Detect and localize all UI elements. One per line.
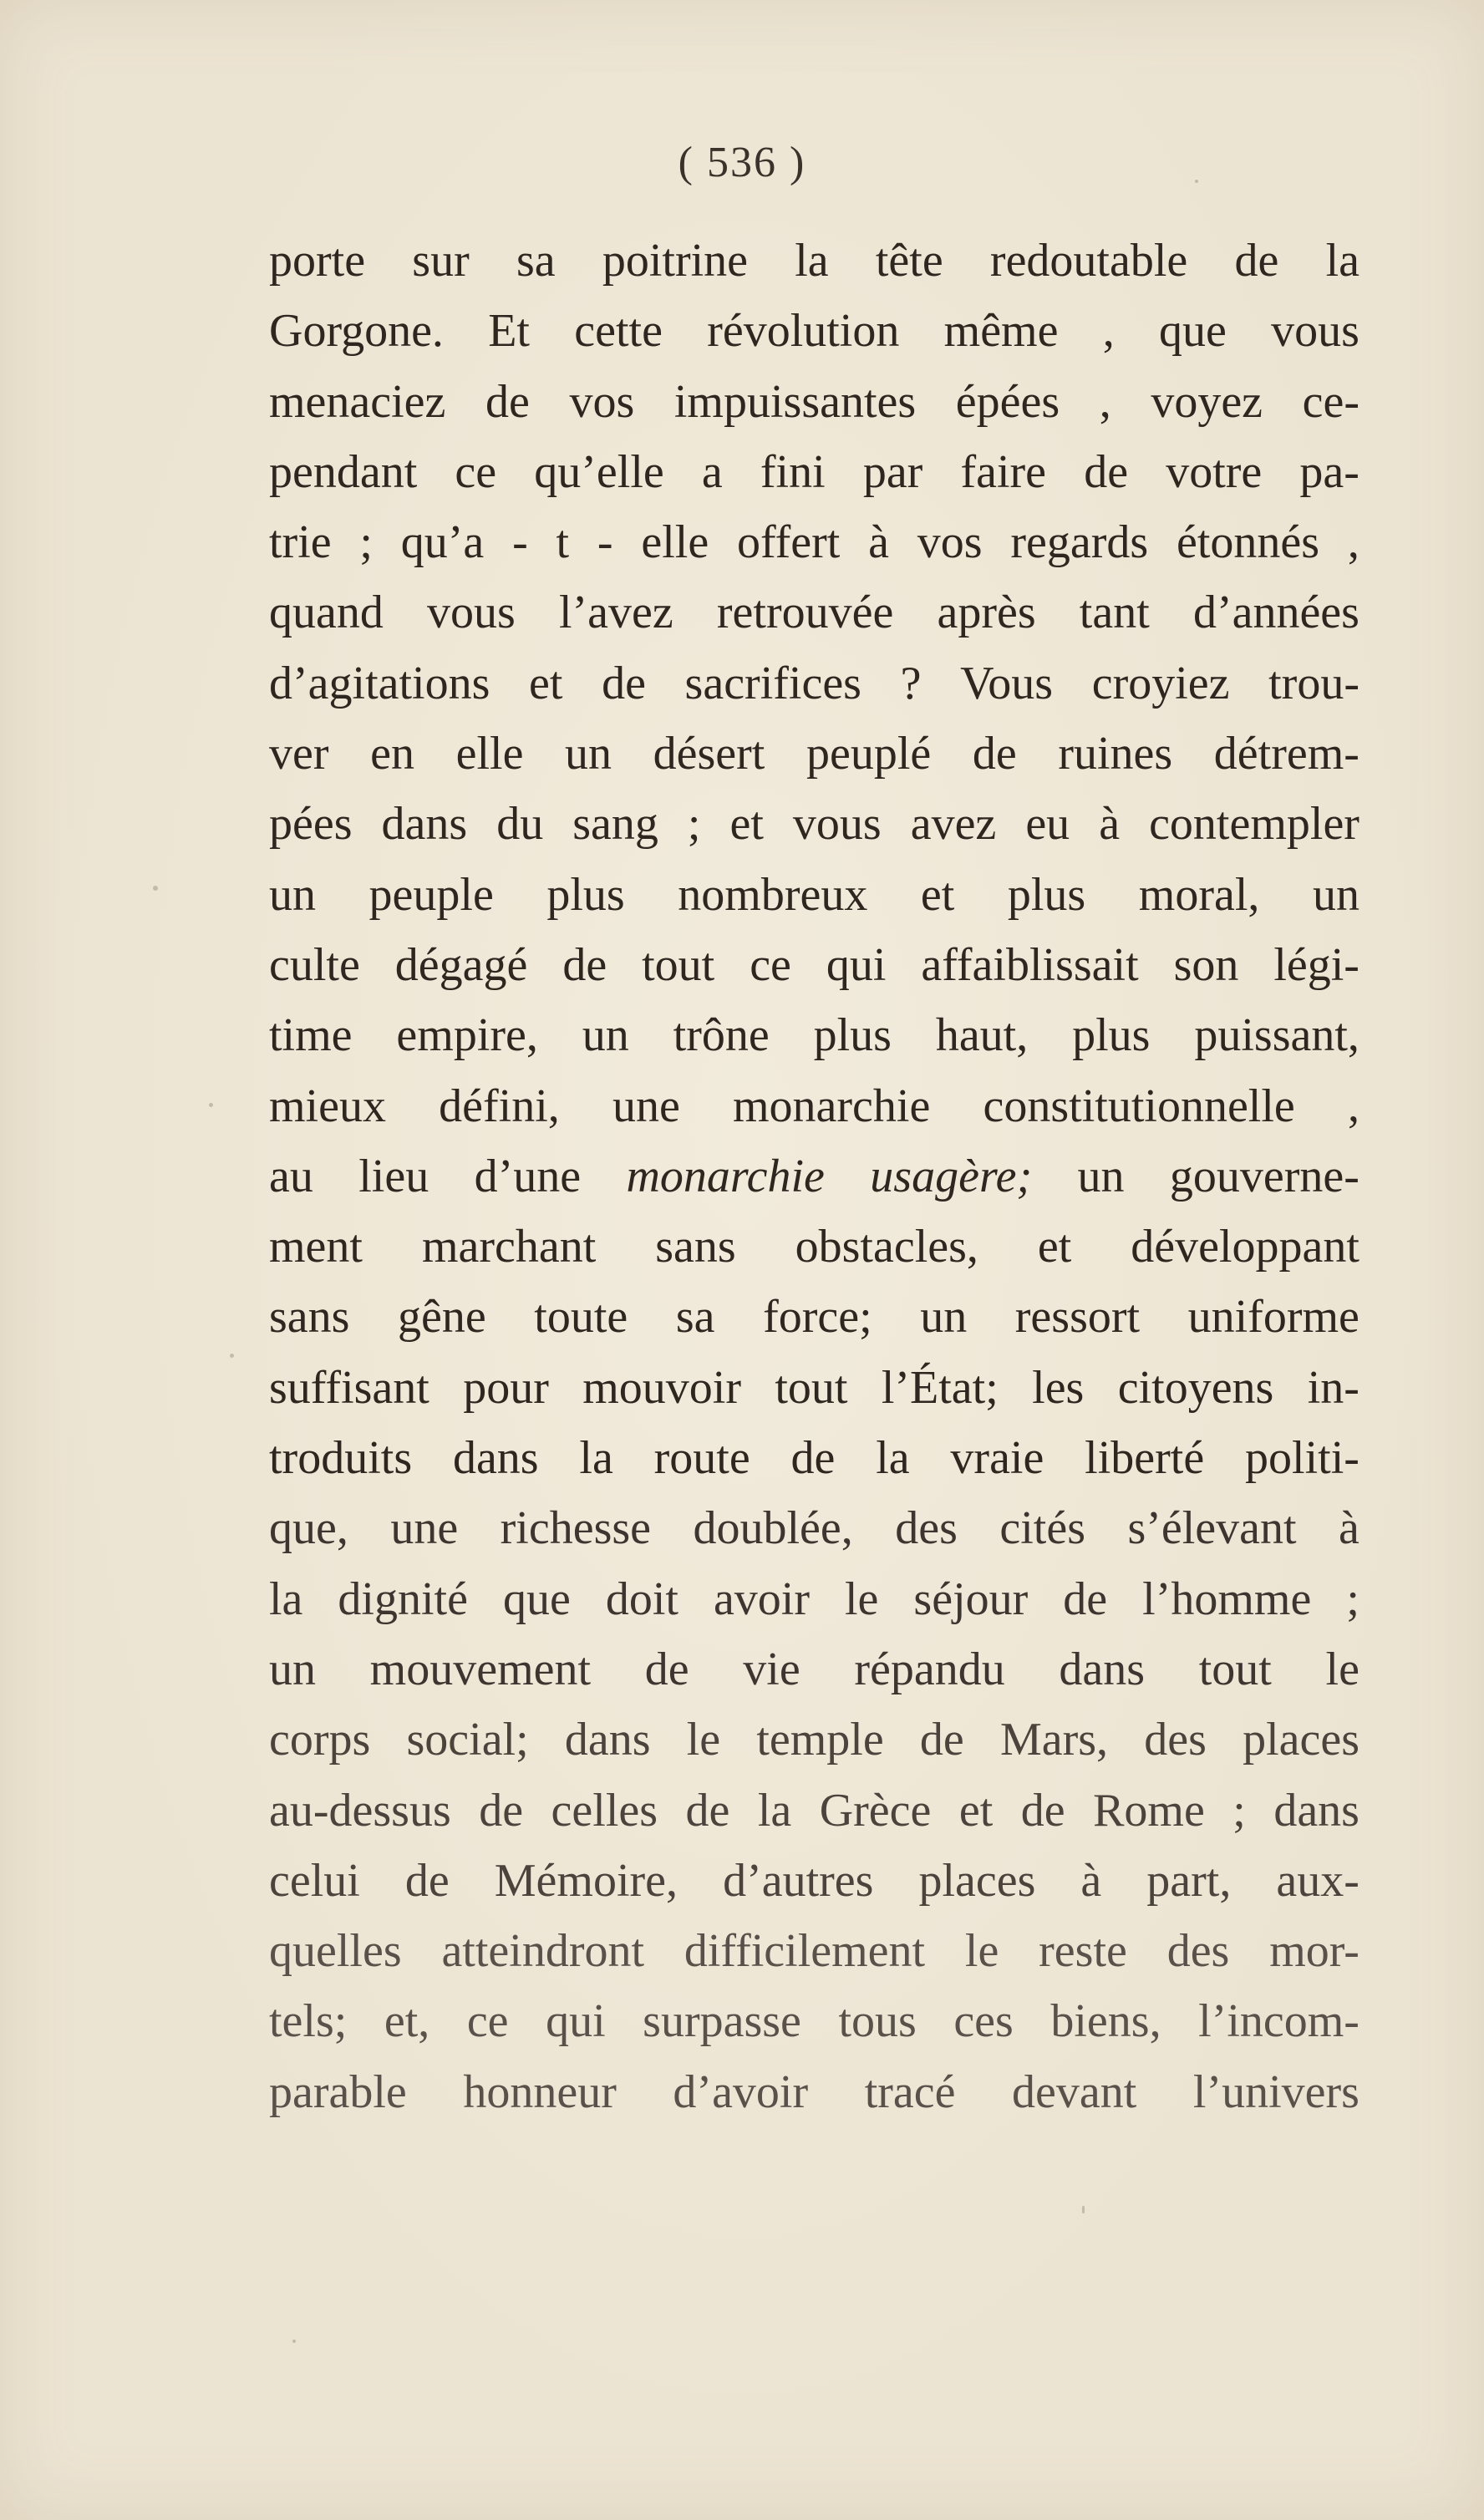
word: elle [641,516,709,569]
word: places [918,1854,1036,1907]
word: de [1063,1572,1108,1625]
word: de [685,1784,730,1837]
word: le [1325,1643,1359,1695]
word: la [757,1784,792,1837]
word: et, [384,1995,430,2048]
word: pées [269,798,353,851]
text-line [269,1353,1359,1423]
text-line [269,2057,1359,2127]
paper-speck [1082,2206,1085,2213]
word: qu’a [400,516,485,569]
word: et [529,657,563,709]
word: social; [406,1714,529,1766]
word: défini, [439,1080,560,1132]
word: - [512,516,528,569]
word: sans [655,1221,736,1273]
word: difficilement [684,1925,926,1978]
word: parable [269,2065,407,2118]
word: force; [763,1291,872,1344]
word: ; [687,798,701,851]
word: mor- [1269,1925,1359,1978]
text-line [269,296,1359,366]
word: doublée, [693,1502,853,1555]
word: au-dessus [269,1784,451,1837]
word: même [943,305,1059,358]
word: qui [546,1995,606,2048]
paper-speck [153,886,158,891]
word: Mémoire, [494,1854,678,1907]
word: sacrifices [684,657,861,709]
word: un [1077,1150,1125,1202]
word: vous [1271,305,1359,358]
word: richesse [500,1502,652,1555]
word: l’incom- [1198,1995,1359,2048]
word: empire, [396,1009,538,1062]
word: uniforme [1187,1291,1359,1344]
word: s’élevant [1127,1502,1297,1555]
word: des [1144,1714,1207,1766]
word: un [269,868,316,921]
word: développant [1131,1221,1359,1273]
word: et [920,868,955,921]
word: fini [760,445,826,498]
text-line [269,1493,1359,1563]
word: ressort [1014,1291,1141,1344]
word: vos [569,375,635,428]
word: monarchie [732,1080,931,1132]
word: celles [551,1784,658,1837]
word: la [1325,235,1359,287]
word: nombreux [678,868,868,921]
text-line [269,367,1359,437]
text-line [269,577,1359,648]
word: qui [826,938,887,991]
word: de [1234,235,1279,287]
word: honneur [463,2065,617,2118]
word: que, [269,1502,348,1555]
body-text [269,226,1359,2127]
word: devant [1012,2065,1137,2118]
paper-speck [230,1354,234,1358]
word: au [269,1150,313,1202]
word: dans [1059,1643,1146,1695]
word: surpasse [643,1995,801,2048]
word: obstacles, [795,1221,978,1273]
word: ces [953,1995,1014,2048]
word: révolution [707,305,900,358]
word: croyiez [1091,657,1230,709]
word: , [1102,305,1115,358]
word: suffisant [269,1361,429,1414]
word: biens, [1050,1995,1161,2048]
word: sa [516,235,556,287]
word: que [502,1572,571,1625]
word: Rome [1093,1784,1205,1837]
word: sang [572,798,658,851]
word: regards [1010,516,1149,569]
word: ce [455,445,497,498]
word: de [644,1643,689,1695]
word: peuplé [806,728,932,780]
word: redoutable [989,235,1188,287]
word: culte [269,938,360,991]
word: à [1099,798,1121,851]
word: tous [838,1995,917,2048]
word: liberté [1085,1432,1205,1485]
italic-word: monarchie [626,1150,825,1202]
text-line [269,860,1359,930]
word: vous [427,587,516,639]
word: ? [900,657,922,709]
word: dans [452,1432,539,1485]
word: Mars, [999,1714,1109,1766]
word: des [895,1502,958,1555]
word: ce [750,938,791,991]
word: dans [564,1714,651,1766]
text-line [269,1846,1359,1916]
word: par [862,445,923,498]
word: marchant [421,1221,597,1273]
word: dégagé [394,938,528,991]
word: en [370,728,414,780]
word: tout [642,938,715,991]
word: corps [269,1714,371,1766]
word: avoir [713,1572,810,1625]
word: trou- [1268,657,1359,709]
word: la [269,1572,303,1625]
word: le [964,1925,999,1978]
word: le [845,1572,879,1625]
word: citoyens [1117,1361,1274,1414]
word: l’avez [558,587,673,639]
word: cités [999,1502,1085,1555]
word: mouvement [369,1643,592,1695]
word: part, [1146,1854,1232,1907]
text-line [269,1141,1359,1212]
word: vraie [950,1432,1044,1485]
word: et [729,798,764,851]
word: poitrine [602,235,749,287]
text-line [269,226,1359,296]
word: porte [269,235,366,287]
paper-speck [209,1103,213,1107]
word: de [562,938,607,991]
word: le [686,1714,721,1766]
word: l’État; [881,1361,999,1414]
word: - [597,516,613,569]
word: de [485,375,530,428]
word: troduits [269,1432,413,1485]
word: l’homme [1142,1572,1312,1625]
word: tout [1198,1643,1272,1695]
word: à [1080,1854,1102,1907]
word: aux- [1276,1854,1359,1907]
word: Grèce [819,1784,932,1837]
word: trie [269,516,332,569]
word: quand [269,587,384,639]
page-number: ( 536 ) [678,139,806,186]
word: de [972,728,1017,780]
word: avez [910,798,997,851]
word: trône [673,1009,770,1062]
word: t [556,516,570,569]
word: constitutionnelle [983,1080,1295,1132]
word: temple [756,1714,884,1766]
word: ce [466,1995,509,2048]
word: peuple [368,868,494,921]
word: pour [463,1361,549,1414]
word: pa- [1299,445,1359,498]
word: d’autres [723,1854,874,1907]
word: affaiblissait [921,938,1139,991]
word: d’avoir [673,2065,809,2118]
word: de [1020,1784,1065,1837]
text-line [269,1776,1359,1846]
word: tête [875,235,943,287]
text-line [269,1634,1359,1705]
word: vie [743,1643,800,1695]
word: les [1032,1361,1085,1414]
word: a [701,445,723,498]
word: Et [488,305,530,358]
word: pendant [269,445,418,498]
word: , [1099,375,1111,428]
word: un [582,1009,629,1062]
word: la [795,235,829,287]
text-line [269,930,1359,1000]
word: dignité [338,1572,468,1625]
paper-speck [292,2340,296,2343]
word: tels; [269,1995,348,2048]
word: offert [736,516,841,569]
word: de [790,1432,836,1485]
word: étonnés [1177,516,1320,569]
word: mouvoir [582,1361,741,1414]
word: légi- [1273,938,1359,991]
word: menaciez [269,375,446,428]
text-line [269,1423,1359,1493]
word: d’années [1192,587,1359,639]
word: in- [1307,1361,1359,1414]
word: contempler [1149,798,1359,851]
word: Vous [960,657,1054,709]
word: atteindront [441,1925,645,1978]
word: doit [605,1572,678,1625]
word: après [937,587,1036,639]
word: toute [534,1291,628,1344]
word: mieux [269,1080,386,1132]
text-line [269,437,1359,507]
word: séjour [913,1572,1029,1625]
paper-speck [1195,180,1198,183]
word: ; [1346,1572,1359,1625]
word: haut, [935,1009,1029,1062]
text-line [269,1705,1359,1775]
word: et [958,1784,994,1837]
text-line [269,719,1359,789]
word: ruines [1058,728,1173,780]
word: elle [455,728,524,780]
word: politi- [1245,1432,1359,1485]
word: dans [381,798,468,851]
word: vous [792,798,882,851]
word: retrouvée [716,587,894,639]
word: détrem- [1213,728,1359,780]
word: , [1347,1080,1359,1132]
word: ver [269,728,329,780]
word: plus [1072,1009,1151,1062]
word: vos [917,516,983,569]
word: à [868,516,889,569]
word: de [479,1784,524,1837]
word: , [1347,516,1359,569]
italic-word: usagère; [870,1150,1033,1202]
word: places [1243,1714,1359,1766]
word: ; [1232,1784,1246,1837]
word: d’une [474,1150,582,1202]
word: sans [269,1291,350,1344]
word: ; [359,516,373,569]
word: son [1173,938,1239,991]
word: voyez [1151,375,1263,428]
word: lieu [358,1150,429,1202]
word: eu [1025,798,1070,851]
word: faire [960,445,1047,498]
word: une [612,1080,680,1132]
word: plus [1007,868,1086,921]
word: désert [653,728,765,780]
word: que [1159,305,1227,358]
text-line [269,1916,1359,1986]
word: un [565,728,612,780]
word: du [496,798,544,851]
word: de [602,657,646,709]
text-line [269,1000,1359,1070]
word: quelles [269,1925,402,1978]
word: à [1339,1502,1359,1555]
word: tracé [864,2065,956,2118]
word: de [919,1714,964,1766]
word: un [269,1643,316,1695]
word: dans [1273,1784,1359,1837]
word: répandu [854,1643,1005,1695]
word: plus [546,868,625,921]
text-line [269,507,1359,577]
word: cette [574,305,663,358]
word: celui [269,1854,360,1907]
text-line [269,1071,1359,1141]
text-line [269,648,1359,719]
word: l’univers [1192,2065,1359,2118]
word: de [404,1854,450,1907]
word: gouverne- [1169,1150,1359,1202]
word: une [390,1502,459,1555]
text-line [269,1282,1359,1352]
word: moral, [1138,868,1260,921]
word: tant [1079,587,1150,639]
word: la [876,1432,910,1485]
text-line [269,1986,1359,2056]
word: sur [412,235,470,287]
word: qu’elle [534,445,664,498]
word: un [920,1291,968,1344]
word: des [1166,1925,1230,1978]
word: reste [1039,1925,1127,1978]
word: tout [775,1361,848,1414]
word: impuissantes [673,375,917,428]
word: ment [269,1221,363,1273]
word: ce- [1302,375,1359,428]
word: route [653,1432,750,1485]
word: la [579,1432,613,1485]
word: épées [955,375,1060,428]
word: un [1312,868,1359,921]
word: gêne [398,1291,486,1344]
word: puissant, [1194,1009,1359,1062]
word: Gorgone. [269,305,444,358]
text-line [269,789,1359,859]
word: et [1037,1221,1072,1273]
word: d’agitations [269,657,490,709]
word: plus [813,1009,892,1062]
word: votre [1166,445,1263,498]
text-line [269,1212,1359,1282]
word: time [269,1009,353,1062]
word: sa [675,1291,715,1344]
word: de [1084,445,1129,498]
text-line [269,1564,1359,1634]
